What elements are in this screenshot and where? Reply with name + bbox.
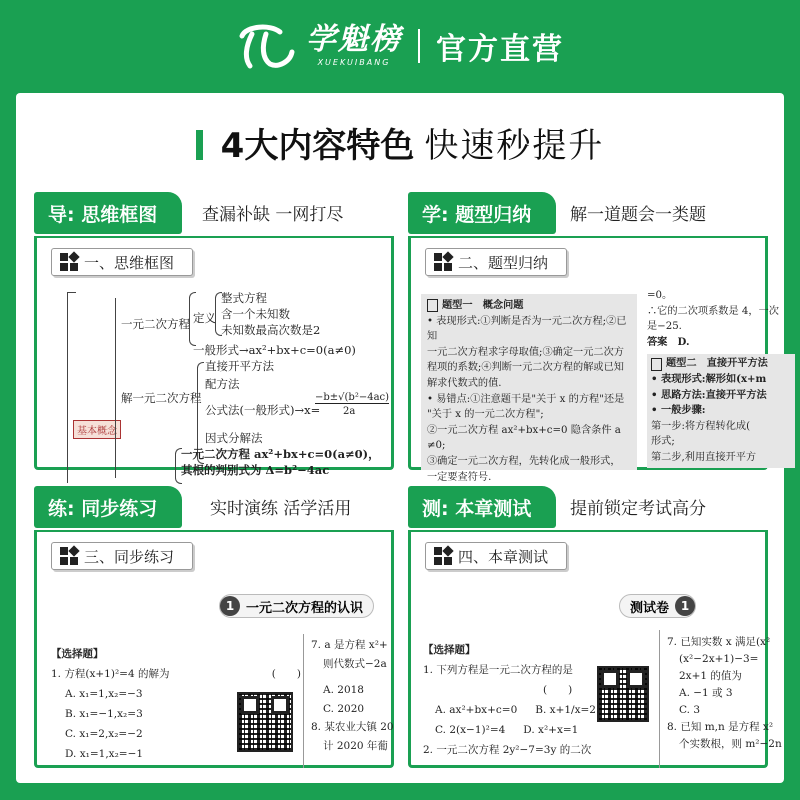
section-title-text: 一、思维框图 <box>84 253 175 272</box>
question-type-title <box>651 356 791 372</box>
brand <box>306 22 402 67</box>
brand-name: 学魁榜 <box>306 22 402 57</box>
option: C. 2(x−1)²=4 <box>435 724 506 736</box>
mindmap-method: 因式分解法 <box>205 431 263 445</box>
card-desc: 查漏补缺 一网打尽 <box>202 205 344 225</box>
mindmap-root-label: 基本概念 <box>77 426 117 437</box>
mindmap-method: 公式法(一般形式)→x= <box>205 403 321 417</box>
column-divider <box>659 630 660 768</box>
question-line: • 表现形式:解形如(x+m <box>651 372 767 385</box>
answer-line: =0。 <box>647 290 673 301</box>
card-tag: 导: 思维框图 <box>34 192 182 234</box>
question-line: 7. 已知实数 x 满足(x² <box>667 636 771 648</box>
official-store-label: 官方直营 <box>436 32 564 67</box>
answer-paren: ( ) <box>271 668 301 680</box>
paper-heading <box>619 594 696 618</box>
question-line: 8. 已知 m,n 是方程 x² <box>667 721 774 733</box>
question-text: 1. 下列方程是一元二次方程的是 <box>423 664 573 676</box>
question-line: 一元二次方程求字母取值;③确定一元二次方 <box>427 346 624 358</box>
qr-code <box>237 692 293 752</box>
question-line: • 易错点:①注意题干是"关于 x 的方程"还是 <box>427 393 625 405</box>
mindmap-branch1: 一元二次方程 <box>121 317 190 331</box>
card-practice <box>34 486 394 768</box>
question-type-title-text: 题型一 概念问题 <box>442 299 524 311</box>
section-title-text: 四、本章测试 <box>458 547 549 566</box>
question-line: 7. a 是方程 x²+ <box>311 639 388 651</box>
qr-code <box>597 666 649 722</box>
paper-number: 1 <box>675 596 695 616</box>
card-tag: 学: 题型归纳 <box>408 192 556 234</box>
mindmap-general-form: 一般形式→ax²+bx+c=0(a≠0) <box>193 343 356 357</box>
question-line: 8. 某农业大镇 20 <box>311 721 394 733</box>
question-text: 1. 方程(x+1)²=4 的解为 <box>51 668 170 680</box>
question-line <box>311 673 401 681</box>
question-line: 程项的系数;④判断一元二次方程的解或已知 <box>427 362 624 374</box>
card-question-types <box>408 192 779 483</box>
question-type-box <box>647 354 795 467</box>
question-line: 第一步:将方程转化成( <box>651 420 751 432</box>
question-line: 第二步,利用直接开平方 <box>651 451 757 463</box>
paper-title: 测试卷 <box>630 600 670 616</box>
option-row <box>423 720 663 740</box>
section-title <box>51 248 193 276</box>
question-line: • 思路方法:直接开平方法 <box>651 388 767 401</box>
header <box>0 0 800 92</box>
card-body <box>34 530 394 768</box>
question-line: 个实数根，则 m²−2n <box>679 738 782 750</box>
question-stem <box>51 664 301 684</box>
card-chapter-test <box>408 486 782 768</box>
question-line: (x²−2x+1)−3= <box>679 653 759 665</box>
section-title <box>51 542 193 570</box>
question-line: "关于 x 的一元二次方程"; <box>427 409 544 421</box>
question-line: 2x+1 的值为 <box>679 670 742 682</box>
question-line: 形式; <box>651 436 675 448</box>
question-type-left <box>421 294 637 483</box>
lesson-heading <box>219 594 374 618</box>
option: C. x₁=2,x₂=−2 <box>65 728 143 740</box>
option: B. x₁=−1,x₂=3 <box>65 708 143 720</box>
option: A. −1 或 3 <box>679 687 733 699</box>
mindmap-def-item: 整式方程 <box>221 291 267 305</box>
question-line: ②一元二次方程 ax²+bx+c=0 隐含条件 a <box>427 424 621 436</box>
brand-sub: XUEKUIBANG <box>317 58 391 67</box>
question-line: • 一般步骤: <box>651 404 706 417</box>
question-text: 2. 一元二次方程 2y²−7=3y 的二次 <box>423 744 592 756</box>
mindmap-method: 配方法 <box>205 377 240 391</box>
blocks-icon <box>60 547 78 565</box>
card-desc: 解一道题会一类题 <box>570 205 706 225</box>
card-body <box>408 236 779 483</box>
header-divider <box>418 29 420 63</box>
test-right <box>667 634 782 753</box>
lesson-title: 一元二次方程的认识 <box>246 600 364 616</box>
section-title <box>425 542 567 570</box>
answer-line: 答案 D. <box>647 335 690 348</box>
question-type-label: 【选择题】 <box>423 644 476 656</box>
mindmap-bracket-main <box>67 292 76 483</box>
option: C. 3 <box>679 704 701 716</box>
card-mindmap <box>34 192 394 477</box>
blocks-icon <box>60 253 78 271</box>
card-desc: 提前锁定考试高分 <box>570 499 706 519</box>
option: C. 2020 <box>323 702 365 715</box>
option: D. x₁=1,x₂=−1 <box>65 748 144 760</box>
lesson-number: 1 <box>220 596 240 616</box>
practice-right <box>311 636 401 755</box>
document-icon <box>651 358 662 371</box>
card-body <box>408 530 782 768</box>
card-tag: 测: 本章测试 <box>408 486 556 528</box>
document-icon <box>427 299 438 312</box>
option: A. ax²+bx+c=0 <box>435 704 518 716</box>
question-line: 解求代数式的值. <box>427 377 502 389</box>
card-body <box>34 236 394 477</box>
mindmap-def-item: 未知数最高次数是2 <box>221 323 321 337</box>
headline <box>0 118 800 167</box>
answer-line: 是−25. <box>647 321 682 333</box>
blocks-icon <box>434 253 452 271</box>
mindmap-def-item: 含一个未知数 <box>221 307 290 321</box>
mindmap-def-label: 定义 <box>193 311 216 325</box>
question-line: ③确定一元二次方程，先转化成一般形式， <box>427 455 621 467</box>
answer-line: ∴它的二次项系数是 4，一次 <box>647 305 779 317</box>
mindmap-content <box>37 286 397 476</box>
question-line: 一定要查符号. <box>427 471 492 483</box>
section-title <box>425 248 567 276</box>
brand-logo-icon <box>236 22 296 70</box>
blocks-icon <box>434 547 452 565</box>
column-divider <box>303 634 304 768</box>
mindmap-root-box <box>73 420 121 439</box>
question-line: ≠0; <box>427 440 446 452</box>
section-title-text: 三、同步练习 <box>84 547 175 566</box>
card-tag: 练: 同步练习 <box>34 486 182 528</box>
mindmap-note: 一元二次方程 ax²+bx+c=0(a≠0)， <box>181 447 380 461</box>
mindmap-note: 其根的判别式为 Δ=b²−4ac <box>181 463 330 477</box>
question-line: 则代数式−2a <box>323 657 387 670</box>
question-type-right <box>647 288 777 468</box>
mindmap-method: 直接开平方法 <box>205 359 274 373</box>
mindmap-branch2: 解一元二次方程 <box>121 391 202 405</box>
question-type-title-text: 题型二 直接开平方法 <box>666 357 768 370</box>
section-title-text: 二、题型归纳 <box>458 253 549 272</box>
headline-light: 快速秒提升 <box>424 126 605 166</box>
headline-accent-bar <box>196 130 203 160</box>
question-line: 计 2020 年葡 <box>323 739 388 752</box>
answer-paren: ( ) <box>543 684 573 696</box>
option: A. 2018 <box>323 684 364 696</box>
question-type-title <box>427 298 631 314</box>
card-desc: 实时演练 活学活用 <box>210 499 352 519</box>
question-line: • 表现形式:①判断是否为一元二次方程;②已知 <box>427 315 627 343</box>
question-type-label: 【选择题】 <box>51 648 104 660</box>
mindmap-formula-num: −b±√(b²−4ac) <box>315 392 390 403</box>
mindmap-formula-den: 2a <box>343 406 356 417</box>
option: B. x+1/x=2 <box>535 704 596 716</box>
option: A. x₁=1,x₂=−3 <box>65 688 143 700</box>
headline-strong: 4大内容特色 <box>220 126 415 166</box>
option: D. x²+x=1 <box>523 724 579 736</box>
